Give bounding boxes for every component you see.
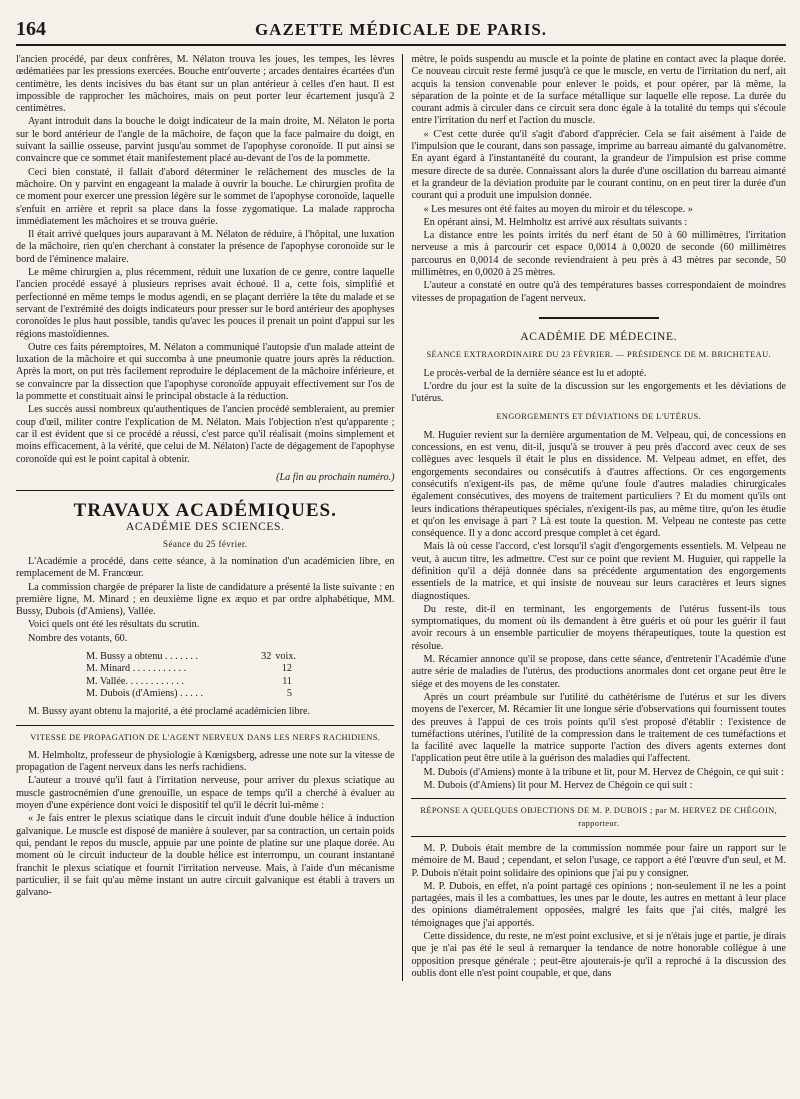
paragraph: M. Huguier revient sur la dernière argumentation de M. Velpeau, qui, de concessions en concessions, en est venu, dit-il, jusqu'à se trouver à peu près d'accord avec ceux de ses collègues avec lesquels il était le plus en dissidence. M. Velpeau admet, en effet, des engorgements secondaires ou consécutifs à d'autres affections. Or ces engorgements consécutifs n'exigent-ils pas, de même qu'une foule d'autres maladies chirurgicales également consécutives, des moyens de traitement particuliers ? Et du moment qu'ils ont leurs indications thérapeutiques spéciales, n'exigent-ils pas, au même titre, qu'on les étudie et qu'on les envisage à part ? Là est toute la question. M. Velpeau ne conteste pas cette conséquence. Il y a donc accord presque complet à cet égard. [411,429,786,540]
left-column [16,54,402,981]
paragraph: Voici quels ont été les résultats du scrutin. [28,619,200,631]
divider [411,798,786,799]
paragraph: L'auteur a trouvé qu'il faut à l'irritation nerveuse, pour arriver du plexus sciatique au muscle gastrocnémien d'une grenouille, un espace de temps qu'il a cherché à évaluer au moyen d'une expérience dont voici le dispositif tel qu'il le décrit lui-même : [16,775,395,812]
session-heading: Séance du 25 février. [163,538,248,549]
divider [539,317,659,319]
paragraph: M. Bussy ayant obtenu la majorité, a été proclamé académicien libre. [28,706,311,718]
candidate-name: M. Vallée. . . . . . . . . . . . [86,675,184,687]
divider [16,490,394,491]
paragraph: Il était arrivé quelques jours auparavant à M. Nélaton de réduire, à l'hôpital, une luxation de la mâchoire, rien qu'en cherchant à constater la présence de l'apophyse coronoïde sur le bord de l'éminence malaire. [16,229,395,265]
paragraph: Du reste, dit-il en terminant, les engorgements de l'utérus fussent-ils tous symptomatiques, du moment où ils demandent à être guéris et où pour les guérir il faut avoir recours à un ensemble particulier de moyens thérapeutiques, toute la question est résolue. [411,603,786,652]
paragraph: Après un court préambule sur l'utilité du cathétérisme de l'utérus et sur les divers moyens de l'exercer, M. Récamier lit une longue série d'observations qui fournissent toutes des preuves à l'appui de ces trois points qu'il s'est proposé d'établir : l'existence de tuméfactions utérines, l'utilité de la compression dans le traitement de ces tuméfactions et la facilité avec laquelle la matrice supporte l'action des divers agents externes dont l'application peut être utile à la guérison des maladies qui l'affectent. [411,691,786,765]
continued-note: (La fin au prochain numéro.) [276,471,395,483]
paragraph: Cette dissidence, du reste, ne m'est point exclusive, et si je n'étais juge et partie, je dirais que je n'ai pas été le seul à remarquer la tendance de notre honorable collègue à une opposition presque générale ; peut-être ajouterais-je qu'il a reproché à la discussion des oublis dont elle n'est point coupable, et que, dans [411,931,786,979]
topic-heading: ENGORGEMENTS ET DÉVIATIONS DE L'UTÉRUS. [496,412,702,422]
paragraph: En opérant ainsi, M. Helmholtz est arrivé aux résultats suivants : [423,216,688,228]
vote-row [86,651,296,663]
paragraph: La distance entre les points irrités du nerf étant de 50 à 60 millimètres, l'irritation nerveuse a mis à parcourir cet espace 0,0014 à 0,0020 de seconde (60 millimètres parcourus en 0,0014 de seconde reviendraient à peu près à 43 mètres par seconde, 50 millimètres, en 0,0020 à 25 mètres. [411,230,786,279]
vote-count: 32 [261,651,272,663]
paragraph: « C'est cette durée qu'il s'agit d'abord d'apprécier. Cela se fait aisément à l'aide de l'impulsion que le courant, dans son passage, imprime au barreau aimanté du galvanomètre. En ayant égard à l'instantanéité du courant, la grandeur de l'impulsion est prise comme mesure directe de sa durée. Connaissant alors la durée d'une oscillation du barreau aimanté et la grandeur de la déviation produite par le courant continu, on en peut tirer la durée d'un courant qui a produit une impulsion donnée. [411,128,786,202]
paragraph: M. Dubois (d'Amiens) monte à la tribune et lit, pour M. Hervez de Chégoin, ce qui suit : [423,766,784,778]
candidate-name: M. Minard . . . . . . . . . . . [86,663,187,675]
academy-heading: ACADÉMIE DE MÉDECINE. [520,330,678,343]
paragraph: La commission chargée de préparer la liste de candidature a présenté la liste suivante : en première ligne, M. Minard ; en deuxième ligne ex æquo et par ordre alphabétique, MM. Bussy, Dubois (d'Amiens), Vallée. [16,581,395,618]
paragraph: M. P. Dubois, en effet, n'a point partagé ces opinions ; non-seulement il ne les a point partagées, mais il les a combattues, les unes par le doute, les autres en mettant à leur place des opinions diamétralement opposées, malgré les faits que j'ai cités, malgré les témoignages que j'ai apportés. [411,880,786,929]
right-column [402,54,786,981]
journal-title: GAZETTE MÉDICALE DE PARIS. [254,20,548,39]
page-number: 164 [16,18,46,40]
paragraph: M. Helmholtz, professeur de physiologie à Kœnigsberg, adresse une note sur la vitesse de propagation de l'agent nerveux dans les nerfs rachidiens. [16,749,395,774]
vote-row [86,676,296,688]
academy-heading: ACADÉMIE DES SCIENCES. [125,521,285,534]
paragraph: Ayant introduit dans la bouche le doigt indicateur de la main droite, M. Nélaton le porta sur le bord antérieur de l'angle de la mâchoire, de façon que la face palmaire du doigt, en suivant la saillie osseuse, parvint jusqu'au sommet de l'apophyse coronoïde. Il put ainsi se convaincre que ce sommet était manifestement placé au-devant de l'os de la pommette. [16,116,395,165]
article-title: VITESSE DE PROPAGATION DE L'AGENT NERVEUX DANS LES NERFS RACHIDIENS. [30,732,381,742]
paragraph: Le même chirurgien a, plus récemment, réduit une luxation de ce genre, contre laquelle l'ancien procédé essayé à plusieurs reprises avait échoué. Il a, cette fois, simplifié et perfectionné en même temps le modus agendi, en se plaçant derrière la tête du malade et se servant de l'extrémité des doigts indicateurs pour presser sur le bord antérieur des apophyses coronoïdes le plus haut possible, tandis qu'avec les pouces il prenait un point d'appui sur les régions mastoïdiennes. [16,267,395,340]
paragraph: M. Dubois (d'Amiens) lit pour M. Hervez de Chégoin ce qui suit : [423,780,693,792]
paragraph: M. Récamier annonce qu'il se propose, dans cette séance, d'entretenir l'Académie d'une autre série de maladies de l'utérus, des productions anormales dont cet organe peut être le siége et des moyens de les constater. [411,654,786,690]
page-header [16,18,786,46]
candidate-name: M. Dubois (d'Amiens) . . . . . [86,687,204,699]
vote-table [86,651,394,700]
session-heading: SÉANCE EXTRAORDINAIRE DU 23 FÉVRIER. — PRÉSIDENCE DE M. BRICHETEAU. [426,350,772,360]
paragraph: Ceci bien constaté, il fallait d'abord déterminer le relâchement des muscles de la mâchoire. On y parvint en engageant la malade à ouvrir la bouche. Le chirurgien profita de ce moment pour exercer une pression légère sur le sommet de l'apophyse coronoïde, laquelle s'enfuit en arrière et reprit sa place dans la fosse zygomatique. La malade rapprocha immédiatement les mâchoires et se trouva guérie. [16,166,395,227]
paragraph: Mais là où cesse l'accord, c'est lorsqu'il s'agit d'engorgements essentiels. M. Velpeau ne veut, à aucun titre, les admettre. C'est sur ce point que revient M. Huguier, qui rappelle la définition qu'il a déjà donnée dans sa précédente argumentation des engorgements essentiels de la matrice, et qui insiste de nouveau sur leurs caractères et leurs signes diagnostiques. [411,541,786,602]
paragraph: mètre, le poids suspendu au muscle et la pointe de platine en contact avec la plaque dorée. Ce nouveau circuit reste fermé jusqu'à ce que le muscle, en vertu de l'irritation du nerf, ait acquis la tension convenable pour enlever le poids, et pour opérer, par là même, la séparation de la pointe et de la surface métallique sur laquelle elle repose. La durée du courant admis à circuler dans ce circuit sera donc égale à la totalité du temps qui s'écoule entre l'irritation du nerf et l'action du muscle. [411,54,786,127]
paragraph: Le procès-verbal de la dernière séance est lu et adopté. [423,367,647,379]
paragraph: Les succès aussi nombreux qu'authentiques de l'ancien procédé sembleraient, au premier coup d'œil, militer contre l'explication de M. Nélaton. Mais l'objection n'est qu'apparente ; car il est évident que si ce procédé a réussi, c'est parce qu'il réalisait (moins simplement et moins efficacement, à la vérité, que celui de M. Nélaton) l'acte de dégagement de l'apophyse coronoïde qui est le point capital à obtenir. [16,404,395,465]
section-title: TRAVAUX ACADÉMIQUES. [73,500,337,522]
paragraph: Nombre des votants, 60. [28,632,128,644]
vote-count: 12 [281,663,292,675]
paragraph: L'Académie a procédé, dans cette séance, à la nomination d'un académicien libre, en remplacement de M. Francœur. [16,555,395,580]
paragraph: Outre ces faits péremptoires, M. Nélaton a communiqué l'autopsie d'un malade atteint de luxation de la mâchoire et qui succomba à une pneumonie quatre jours après la réduction. Après la mort, on put très facilement reproduire le déplacement de la mâchoire inférieure, et se convaincre par la dissection que l'apophyse coronoïde appuyait effectivement sur l'os de la pommette et constituait ainsi le principal obstacle à la réduction. [16,341,395,403]
vote-count: 11 [282,675,292,687]
divider [411,836,786,837]
paragraph: L'ordre du jour est la suite de la discussion sur les engorgements et les déviations de l'utérus. [411,380,786,405]
paragraph: M. P. Dubois était membre de la commission nommée pour faire un rapport sur le mémoire de M. Baud ; cependant, et selon l'usage, ce rapport a été l'œuvre d'un seul, et M. P. Dubois n'était point solidaire des opinions que j'ai pu y consigner. [411,842,786,879]
vote-row [86,663,296,675]
paragraph: « Les mesures ont été faites au moyen du miroir et du télescope. » [423,203,693,215]
paragraph: L'auteur a constaté en outre qu'à des températures basses correspondaient de moindres vitesses de propagation de l'agent nerveux. [411,280,786,304]
vote-count: 5 [286,687,292,699]
candidate-name: M. Bussy a obtenu . . . . . . . [86,651,199,663]
columns [16,54,786,981]
paragraph: l'ancien procédé, par deux confrères, M. Nélaton trouva les joues, les tempes, les lèvres œdématiées par les pressions exercées. Bouche entr'ouverte ; arcades dentaires écartées d'un centimètre, les dents incisives du bas étant sur un plan antérieur à celles d'en haut. Il est impossible de rapprocher les mâchoires, mais on peut porter leur écartement jusqu'à 2 centimètres. [16,54,395,115]
paragraph: « Je fais entrer le plexus sciatique dans le circuit induit d'une double hélice à induction galvanique. Le muscle est disposé de manière à soulever, par sa contraction, un certain poids qui, pendant le repos du muscle, appuie par une pointe de platine sur une plaque dorée. Au moment où le circuit inducteur de la double hélice est interrompu, un courant instantané franchit le plexus sciatique et fournit l'irritation nerveuse. Mais, à l'aide d'un mécanisme particulier, il se fait qu'au même instant un autre circuit galvanique est établi à travers un galvano- [16,813,395,899]
divider [16,725,394,726]
article-title: RÉPONSE A QUELQUES OBJECTIONS DE M. P. DUBOIS ; par M. HERVEZ DE CHÉGOIN, rapporteur. [420,806,778,828]
vote-unit: voix. [275,651,296,663]
vote-row [86,688,296,700]
